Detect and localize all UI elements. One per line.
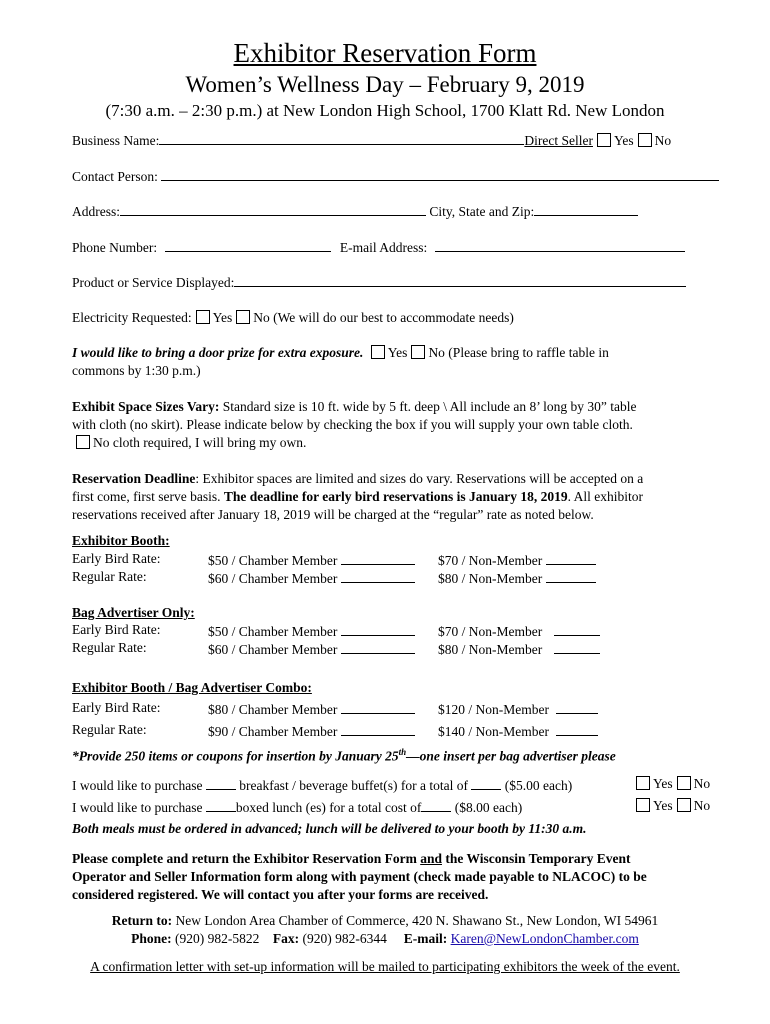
- deadline-heading: Reservation Deadline: [72, 471, 196, 486]
- phone-label: Phone Number:: [72, 240, 158, 255]
- door-prize-yes-label: Yes: [387, 345, 408, 360]
- meal-row1-a: I would like to purchase: [72, 778, 203, 793]
- lunch-total-field[interactable]: [421, 798, 451, 812]
- booth-member-qty-1[interactable]: [341, 569, 415, 583]
- business-name-field[interactable]: [159, 131, 524, 145]
- meal-row-breakfast: [72, 776, 572, 794]
- breakfast-yes-label: Yes: [653, 776, 673, 791]
- rate-text: $70 / Non-Member: [438, 553, 543, 568]
- space-heading: Exhibit Space Sizes Vary:: [72, 399, 220, 414]
- bag-nonmember-qty-1[interactable]: [554, 640, 600, 654]
- bag-member-0: [208, 622, 415, 640]
- bag-label-1: Regular Rate:: [72, 640, 147, 655]
- combo-label-0: Early Bird Rate:: [72, 700, 161, 715]
- breakfast-yes-no: [632, 776, 710, 792]
- rate-text: $80 / Chamber Member: [208, 702, 338, 717]
- phone-info-label: Phone:: [131, 931, 172, 946]
- rate-text: $80 / Non-Member: [438, 642, 543, 657]
- booth-nonmember-0: [438, 551, 596, 569]
- rate-text: $50 / Chamber Member: [208, 553, 338, 568]
- breakfast-total-field[interactable]: [471, 776, 501, 790]
- rate-text: $140 / Non-Member: [438, 724, 549, 739]
- door-prize-row: [72, 345, 609, 361]
- address-label: Address:: [72, 204, 120, 219]
- electricity-row: [72, 310, 514, 326]
- rate-text: $50 / Chamber Member: [208, 624, 338, 639]
- combo-nonmember-1: [438, 722, 598, 740]
- lunch-yes-no: [632, 798, 710, 814]
- meal-row1-b: breakfast / beverage buffet(s) for a total of: [239, 778, 468, 793]
- direct-seller-yes-label: Yes: [613, 133, 634, 148]
- no-cloth-label: No cloth required, I will bring my own.: [93, 435, 307, 450]
- contact-line: [0, 931, 770, 947]
- lunch-qty-field[interactable]: [206, 798, 236, 812]
- door-prize-no-checkbox[interactable]: [411, 345, 425, 359]
- booth-member-0: [208, 551, 415, 569]
- booth-label-0: Early Bird Rate:: [72, 551, 161, 566]
- bag-nonmember-qty-0[interactable]: [554, 622, 600, 636]
- return-to-address: New London Area Chamber of Commerce, 420 N. Shawano St., New London, WI 54961: [175, 913, 659, 928]
- footer-note: A confirmation letter with set-up information will be mailed to participating exhibitors the week of the event.: [90, 959, 680, 974]
- rate-text: $70 / Non-Member: [438, 624, 543, 639]
- meal-row1-c: ($5.00 each): [504, 778, 573, 793]
- door-prize-lead: I would like to bring a door prize for extra exposure.: [72, 345, 364, 360]
- space-text1: Standard size is 10 ft. wide by 5 ft. deep \ All include an 8’ long by 30” table: [222, 399, 637, 414]
- direct-seller-no-checkbox[interactable]: [638, 133, 652, 147]
- instructions-line3: considered registered. We will contact you after your forms are received.: [72, 887, 489, 902]
- email-link[interactable]: Karen@NewLondonChamber.com: [450, 931, 639, 946]
- bag-nonmember-0: [438, 622, 600, 640]
- meal-row-lunch: [72, 798, 522, 816]
- direct-seller-no-label: No: [654, 133, 672, 148]
- booth-member-qty-0[interactable]: [341, 551, 415, 565]
- rate-text: $60 / Chamber Member: [208, 571, 338, 586]
- space-line1: [72, 399, 636, 415]
- booth-nonmember-qty-0[interactable]: [546, 551, 596, 565]
- bag-member-1: [208, 640, 415, 658]
- phone-field[interactable]: [165, 238, 331, 252]
- page-title: Exhibitor Reservation Form: [233, 38, 537, 68]
- contact-person-field[interactable]: [161, 167, 719, 181]
- booth-label-1: Regular Rate:: [72, 569, 147, 584]
- product-label: Product or Service Displayed:: [72, 275, 235, 290]
- electricity-label: Electricity Requested:: [72, 310, 192, 325]
- event-subtitle: Women’s Wellness Day – February 9, 2019: [185, 72, 585, 97]
- address-field[interactable]: [120, 202, 426, 216]
- breakfast-yes-checkbox[interactable]: [636, 776, 650, 790]
- booth-heading: Exhibitor Booth:: [72, 533, 170, 548]
- breakfast-no-label: No: [693, 776, 711, 791]
- lunch-no-checkbox[interactable]: [677, 798, 691, 812]
- phone-email-row: [72, 238, 685, 256]
- address-row: [72, 202, 638, 220]
- booth-nonmember-qty-1[interactable]: [546, 569, 596, 583]
- combo-member-1: [208, 722, 415, 740]
- deadline-text2a: first come, first serve basis.: [72, 489, 224, 504]
- combo-heading: Exhibitor Booth / Bag Advertiser Combo:: [72, 680, 312, 695]
- insert-note: [72, 744, 616, 765]
- combo-nonmember-qty-1[interactable]: [556, 722, 598, 736]
- bag-member-qty-1[interactable]: [341, 640, 415, 654]
- product-field[interactable]: [234, 273, 686, 287]
- deadline-line1: [72, 471, 643, 487]
- combo-member-qty-0[interactable]: [341, 700, 415, 714]
- instructions-line2: Operator and Seller Information form along with payment (check made payable to NLACOC) to be: [72, 869, 647, 884]
- instructions-b: the Wisconsin Temporary Event: [441, 851, 631, 866]
- bag-member-qty-0[interactable]: [341, 622, 415, 636]
- combo-label-1: Regular Rate:: [72, 722, 147, 737]
- instructions-a: Please complete and return the Exhibitor Reservation Form: [72, 851, 421, 866]
- deadline-early-bird: The deadline for early bird reservations is January 18, 2019: [223, 489, 568, 504]
- meal-row2-a: I would like to purchase: [72, 800, 203, 815]
- electricity-yes-checkbox[interactable]: [196, 310, 210, 324]
- door-prize-yes-checkbox[interactable]: [371, 345, 385, 359]
- no-cloth-row: [72, 435, 306, 451]
- combo-nonmember-0: [438, 700, 598, 718]
- email-info-label: E-mail:: [403, 931, 448, 946]
- door-prize-line2: commons by 1:30 p.m.): [72, 363, 201, 378]
- breakfast-qty-field[interactable]: [206, 776, 236, 790]
- city-state-zip-field[interactable]: [534, 202, 638, 216]
- event-info: (7:30 a.m. – 2:30 p.m.) at New London High School, 1700 Klatt Rd. New London: [105, 101, 665, 120]
- instructions-line1: [72, 851, 631, 867]
- bag-label-0: Early Bird Rate:: [72, 622, 161, 637]
- fax-info-label: Fax:: [272, 931, 300, 946]
- insert-note-sup: th: [398, 747, 407, 757]
- email-field[interactable]: [435, 238, 685, 252]
- breakfast-no-checkbox[interactable]: [677, 776, 691, 790]
- bag-nonmember-1: [438, 640, 600, 658]
- direct-seller-label: Direct Seller: [524, 133, 593, 148]
- business-name-row: [72, 131, 671, 149]
- product-row: [72, 273, 686, 291]
- deadline-text1: : Exhibitor spaces are limited and sizes do vary. Reservations will be accepted on a: [195, 471, 644, 486]
- insert-note-text: *Provide 250 items or coupons for insertion by January 25: [72, 748, 399, 764]
- rate-text: $90 / Chamber Member: [208, 724, 338, 739]
- return-to-line: [0, 913, 770, 929]
- instructions-and: and: [420, 851, 442, 866]
- space-text2: with cloth (no skirt). Please indicate below by checking the box if you will supply your own table cloth.: [72, 417, 633, 432]
- lunch-no-label: No: [693, 798, 711, 813]
- lunch-yes-label: Yes: [653, 798, 673, 813]
- electricity-no-label: No (We will do our best to accommodate needs): [253, 310, 514, 325]
- email-label: E-mail Address:: [339, 240, 428, 255]
- lunch-yes-checkbox[interactable]: [636, 798, 650, 812]
- insert-note-tail: —one insert per bag advertiser please: [406, 748, 616, 764]
- combo-nonmember-qty-0[interactable]: [556, 700, 598, 714]
- rate-text: $60 / Chamber Member: [208, 642, 338, 657]
- rate-text: $80 / Non-Member: [438, 571, 543, 586]
- deadline-text3: reservations received after January 18, 2019 will be charged at the “regular” rate as noted below.: [72, 507, 594, 522]
- meals-note: Both meals must be ordered in advanced; lunch will be delivered to your booth by 11:30 a.m.: [72, 821, 587, 836]
- no-cloth-checkbox[interactable]: [76, 435, 90, 449]
- phone-info-value: (920) 982-5822: [174, 931, 260, 946]
- fax-info-value: (920) 982-6344: [302, 931, 387, 946]
- electricity-yes-label: Yes: [212, 310, 233, 325]
- deadline-line2: [72, 489, 643, 505]
- rate-text: $120 / Non-Member: [438, 702, 549, 717]
- booth-nonmember-1: [438, 569, 596, 587]
- door-prize-no-label: No (Please bring to raffle table in: [428, 345, 609, 360]
- booth-member-1: [208, 569, 415, 587]
- bag-heading: Bag Advertiser Only:: [72, 605, 195, 620]
- contact-row: [72, 167, 719, 185]
- return-to-label: Return to:: [111, 913, 173, 928]
- meal-row2-b: boxed lunch (es) for a total cost of: [235, 800, 422, 815]
- contact-person-label: Contact Person:: [72, 169, 158, 184]
- deadline-text2c: . All exhibitor: [567, 489, 643, 504]
- direct-seller-yes-checkbox[interactable]: [597, 133, 611, 147]
- combo-member-qty-1[interactable]: [341, 722, 415, 736]
- electricity-no-checkbox[interactable]: [236, 310, 250, 324]
- city-state-zip-label: City, State and Zip:: [429, 204, 535, 219]
- meal-row2-c: ($8.00 each): [454, 800, 523, 815]
- business-name-label: Business Name:: [72, 133, 160, 148]
- combo-member-0: [208, 700, 415, 718]
